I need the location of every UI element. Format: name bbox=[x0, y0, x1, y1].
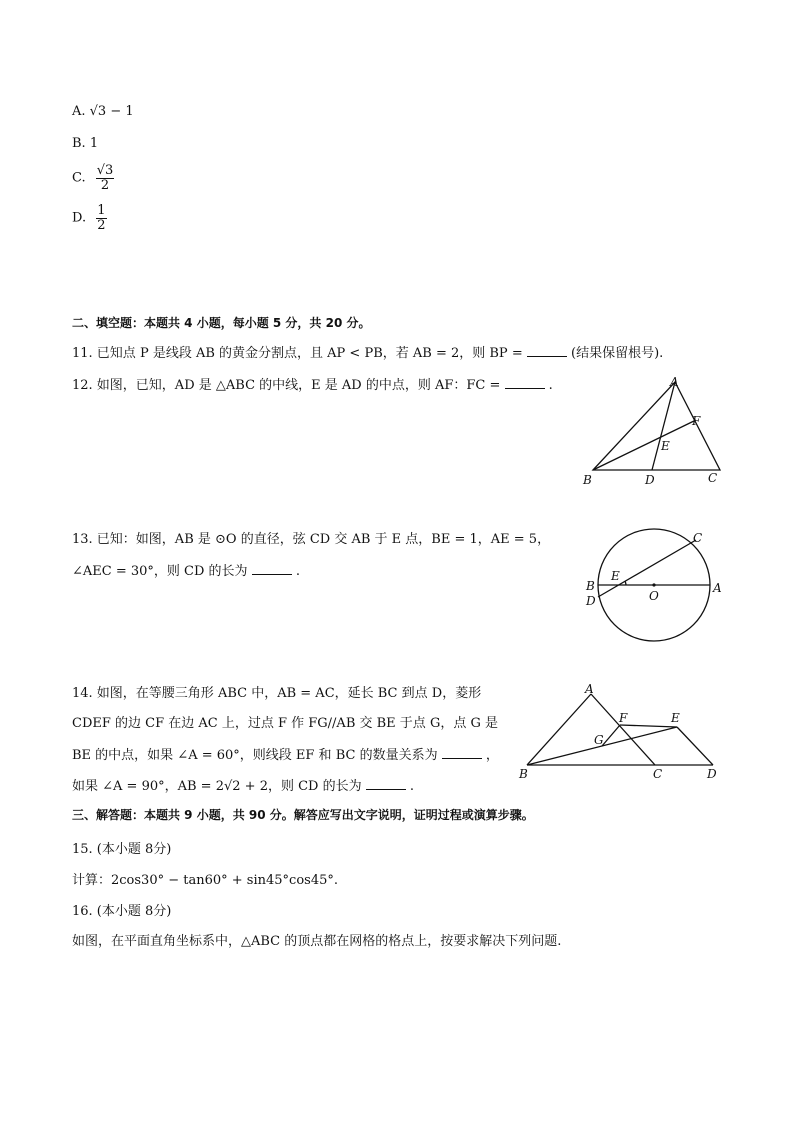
fig14-side-ed bbox=[677, 727, 713, 765]
fig13-label-a: A bbox=[713, 581, 722, 595]
option-a: A. √3 − 1 bbox=[72, 104, 134, 119]
fig12-segment-bf bbox=[593, 420, 696, 470]
question-15-body: 计算：2cos30° − tan60° + sin45°cos45°. bbox=[72, 873, 338, 888]
question-14-line4 bbox=[72, 775, 414, 794]
q14-text-1: BE 的中点，如果 ∠A = 60°，则线段 EF 和 BC 的数量关系为 bbox=[72, 748, 438, 763]
fig13-label-b: B bbox=[586, 579, 595, 593]
section3-header: 三、解答题：本题共 9 小题，共 90 分。解答应写出文字说明，证明过程或演算步骤。 bbox=[72, 808, 534, 822]
fig14-side-ab bbox=[527, 694, 591, 765]
fig13-label-o: O bbox=[649, 589, 659, 603]
fig12-label-f: F bbox=[692, 414, 701, 428]
fig12-label-e: E bbox=[661, 439, 670, 453]
fig14-label-f: F bbox=[619, 711, 628, 725]
fig14-side-fe bbox=[620, 725, 677, 727]
fig14-label-g: G bbox=[594, 733, 604, 747]
question-16-body: 如图，在平面直角坐标系中，△ABC 的顶点都在网格的格点上，按要求解决下列问题. bbox=[72, 934, 562, 949]
question-14-line3 bbox=[72, 744, 499, 763]
q14-text-2: 如果 ∠A = 90°，AB = 2√2 + 2，则 CD 的长为 bbox=[72, 779, 362, 794]
figure-14-rhombus bbox=[515, 680, 730, 785]
question-16-title: 16. (本小题 8分) bbox=[72, 904, 172, 919]
option-b: B. 1 bbox=[72, 136, 99, 151]
fig14-segment-fg bbox=[602, 725, 620, 746]
fig12-label-a: A bbox=[670, 375, 679, 389]
fig13-label-c: C bbox=[693, 531, 703, 545]
fig13-label-e: E bbox=[611, 569, 620, 583]
fig14-label-c: C bbox=[653, 767, 663, 781]
q11-blank[interactable] bbox=[527, 355, 567, 357]
q12-end: . bbox=[548, 378, 553, 393]
figure-13-circle bbox=[580, 525, 730, 650]
option-c-numerator: √3 bbox=[96, 163, 114, 178]
option-c-fraction bbox=[96, 164, 115, 192]
option-d-numerator: 1 bbox=[97, 203, 106, 218]
fig12-triangle-abc bbox=[593, 382, 720, 470]
fig14-label-d: D bbox=[707, 767, 717, 781]
fig14-label-a: A bbox=[585, 682, 594, 696]
option-d-letter: D. bbox=[72, 210, 87, 226]
q12-text: 12. 如图，已知，AD 是 △ABC 的中线，E 是 AD 的中点，则 AF：FC = bbox=[72, 378, 501, 393]
option-d-denominator: 2 bbox=[97, 217, 106, 233]
option-c-denominator: 2 bbox=[100, 177, 110, 193]
option-d-fraction bbox=[96, 204, 106, 232]
question-14-line2: CDEF 的边 CF 在边 AC 上，过点 F 作 FG//AB 交 BE 于点 G，点 G 是 bbox=[72, 716, 498, 731]
fig14-side-ac bbox=[591, 694, 655, 765]
question-15-title: 15. (本小题 8分) bbox=[72, 842, 172, 857]
figure-12-triangle bbox=[575, 370, 735, 495]
fig12-label-c: C bbox=[708, 471, 718, 485]
fig12-label-d: D bbox=[645, 473, 655, 487]
q11-text: 11. 已知点 P 是线段 AB 的黄金分割点，且 AP < PB，若 AB = 2，则 BP = bbox=[72, 346, 523, 361]
q11-note: (结果保留根号). bbox=[571, 346, 664, 361]
q14-end: . bbox=[409, 779, 415, 794]
q14-blank-2[interactable] bbox=[366, 788, 406, 790]
question-13-line2 bbox=[72, 560, 300, 579]
q12-blank[interactable] bbox=[505, 387, 545, 389]
option-c-letter: C. bbox=[72, 170, 86, 186]
fig13-center-dot bbox=[652, 583, 655, 586]
option-c bbox=[72, 164, 114, 192]
fig12-label-b: B bbox=[583, 473, 592, 487]
q14-sep: ， bbox=[485, 748, 499, 763]
fig14-label-e: E bbox=[671, 711, 680, 725]
question-11 bbox=[72, 342, 663, 361]
option-d bbox=[72, 204, 107, 232]
fig14-label-b: B bbox=[519, 767, 528, 781]
q13-text: ∠AEC = 30°，则 CD 的长为 bbox=[72, 564, 248, 579]
q13-blank[interactable] bbox=[252, 573, 292, 575]
question-12 bbox=[72, 374, 553, 393]
question-14-line1: 14. 如图，在等腰三角形 ABC 中，AB = AC，延长 BC 到点 D，菱形 bbox=[72, 686, 482, 701]
question-13-line1: 13. 已知：如图，AB 是 ⊙O 的直径，弦 CD 交 AB 于 E 点，BE = 1，AE = 5， bbox=[72, 532, 551, 547]
q13-end: . bbox=[295, 564, 300, 579]
section2-header: 二、填空题：本题共 4 小题，每小题 5 分，共 20 分。 bbox=[72, 316, 371, 330]
q14-blank-1[interactable] bbox=[442, 757, 482, 759]
fig13-label-d: D bbox=[586, 594, 596, 608]
